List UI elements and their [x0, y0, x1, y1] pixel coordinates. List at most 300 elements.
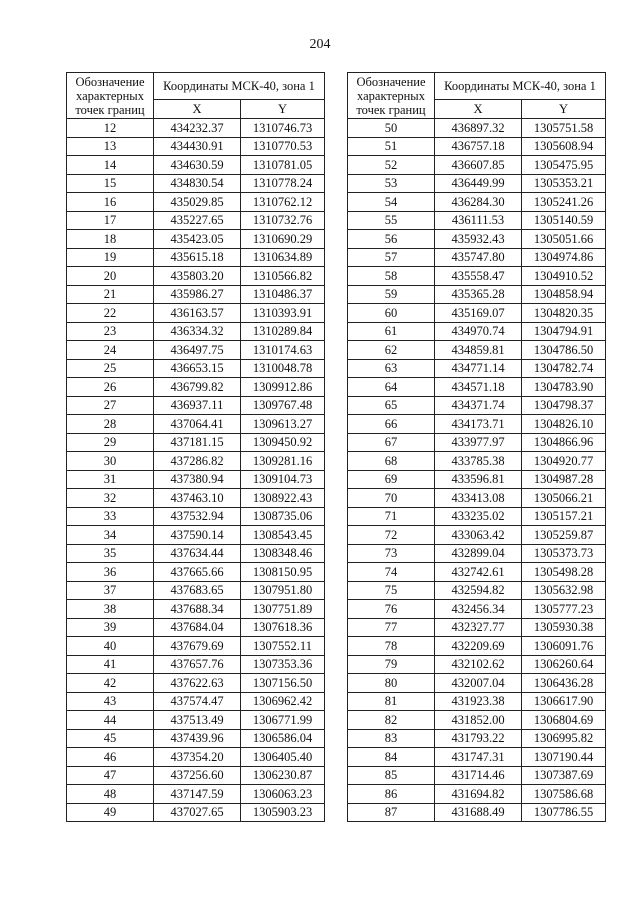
y-coordinate-cell: 1304826.10: [522, 415, 606, 434]
x-coordinate-cell: 436497.75: [154, 341, 241, 360]
y-coordinate-cell: 1305632.98: [522, 581, 606, 600]
point-label-header: Обозначение характерных точек границ: [348, 73, 435, 119]
x-coordinate-cell: 437683.65: [154, 581, 241, 600]
x-coordinate-cell: 433413.08: [435, 489, 522, 508]
y-coordinate-cell: 1307618.36: [241, 618, 325, 637]
x-coordinate-cell: 433235.02: [435, 507, 522, 526]
y-coordinate-cell: 1306260.64: [522, 655, 606, 674]
y-coordinate-cell: 1307552.11: [241, 637, 325, 656]
y-coordinate-cell: 1306804.69: [522, 711, 606, 730]
point-number-cell: 63: [348, 359, 435, 378]
point-number-cell: 55: [348, 211, 435, 230]
table-row: [67, 341, 325, 360]
table-row: [348, 119, 606, 138]
x-coordinate-cell: 437574.47: [154, 692, 241, 711]
table-row: [67, 655, 325, 674]
y-coordinate-cell: 1310746.73: [241, 119, 325, 138]
point-number-cell: 67: [348, 433, 435, 452]
table-row: [348, 600, 606, 619]
table-row: [348, 803, 606, 822]
point-number-cell: 77: [348, 618, 435, 637]
x-coordinate-cell: 436937.11: [154, 396, 241, 415]
point-number-cell: 53: [348, 174, 435, 193]
y-coordinate-cell: 1310770.53: [241, 137, 325, 156]
table-row: [67, 674, 325, 693]
y-coordinate-cell: 1305930.38: [522, 618, 606, 637]
x-coordinate-cell: 437064.41: [154, 415, 241, 434]
point-number-cell: 32: [67, 489, 154, 508]
point-number-cell: 74: [348, 563, 435, 582]
x-coordinate-cell: 434771.14: [435, 359, 522, 378]
y-coordinate-cell: 1305777.23: [522, 600, 606, 619]
point-number-cell: 57: [348, 248, 435, 267]
table-row: [67, 803, 325, 822]
x-coordinate-cell: 432742.61: [435, 563, 522, 582]
point-number-cell: 76: [348, 600, 435, 619]
point-number-cell: 61: [348, 322, 435, 341]
y-coordinate-cell: 1304974.86: [522, 248, 606, 267]
point-number-cell: 71: [348, 507, 435, 526]
point-number-cell: 13: [67, 137, 154, 156]
point-number-cell: 72: [348, 526, 435, 545]
table-row: [348, 415, 606, 434]
x-coordinate-cell: 434173.71: [435, 415, 522, 434]
y-coordinate-cell: 1304920.77: [522, 452, 606, 471]
point-number-cell: 20: [67, 267, 154, 286]
y-coordinate-cell: 1310690.29: [241, 230, 325, 249]
table-row: [348, 711, 606, 730]
x-coordinate-cell: 431694.82: [435, 785, 522, 804]
table-row: [67, 711, 325, 730]
table-row: [67, 507, 325, 526]
y-coordinate-cell: 1306771.99: [241, 711, 325, 730]
y-coordinate-cell: 1306230.87: [241, 766, 325, 785]
y-coordinate-cell: 1305259.87: [522, 526, 606, 545]
x-coordinate-cell: 436334.32: [154, 322, 241, 341]
x-coordinate-cell: 436757.18: [435, 137, 522, 156]
point-number-cell: 51: [348, 137, 435, 156]
table-row: [348, 563, 606, 582]
point-number-cell: 86: [348, 785, 435, 804]
x-coordinate-cell: 436284.30: [435, 193, 522, 212]
point-number-cell: 31: [67, 470, 154, 489]
table-row: [67, 600, 325, 619]
point-number-cell: 69: [348, 470, 435, 489]
x-coordinate-cell: 434571.18: [435, 378, 522, 397]
point-number-cell: 18: [67, 230, 154, 249]
y-coordinate-cell: 1306586.04: [241, 729, 325, 748]
x-coordinate-cell: 437181.15: [154, 433, 241, 452]
y-coordinate-cell: 1305373.73: [522, 544, 606, 563]
point-number-cell: 37: [67, 581, 154, 600]
table-row: [67, 230, 325, 249]
y-coordinate-cell: 1305241.26: [522, 193, 606, 212]
table-row: [67, 637, 325, 656]
point-number-cell: 65: [348, 396, 435, 415]
x-coordinate-cell: 437354.20: [154, 748, 241, 767]
y-coordinate-cell: 1310781.05: [241, 156, 325, 175]
y-coordinate-cell: 1306405.40: [241, 748, 325, 767]
table-row: [348, 637, 606, 656]
x-coordinate-cell: 437679.69: [154, 637, 241, 656]
table-row: [67, 267, 325, 286]
point-number-cell: 41: [67, 655, 154, 674]
point-number-cell: 17: [67, 211, 154, 230]
point-number-cell: 27: [67, 396, 154, 415]
table-row: [67, 304, 325, 323]
x-coordinate-cell: 435932.43: [435, 230, 522, 249]
table-row: [67, 285, 325, 304]
table-row: [67, 137, 325, 156]
x-coordinate-cell: 431852.00: [435, 711, 522, 730]
y-coordinate-cell: 1307387.69: [522, 766, 606, 785]
x-coordinate-cell: 437027.65: [154, 803, 241, 822]
table-row: [348, 674, 606, 693]
y-coordinate-cell: 1304783.90: [522, 378, 606, 397]
table-row: [348, 692, 606, 711]
y-coordinate-cell: 1306962.42: [241, 692, 325, 711]
y-coordinate-cell: 1305751.58: [522, 119, 606, 138]
point-number-cell: 73: [348, 544, 435, 563]
table-row: [348, 230, 606, 249]
x-coordinate-cell: 437634.44: [154, 544, 241, 563]
x-coordinate-cell: 434859.81: [435, 341, 522, 360]
point-number-cell: 43: [67, 692, 154, 711]
point-number-cell: 82: [348, 711, 435, 730]
y-coordinate-cell: 1304866.96: [522, 433, 606, 452]
table-row: [348, 766, 606, 785]
table-row: [348, 785, 606, 804]
y-coordinate-cell: 1310174.63: [241, 341, 325, 360]
x-coordinate-cell: 431793.22: [435, 729, 522, 748]
point-number-cell: 60: [348, 304, 435, 323]
x-coordinate-cell: 435227.65: [154, 211, 241, 230]
point-number-cell: 14: [67, 156, 154, 175]
point-number-cell: 25: [67, 359, 154, 378]
y-coordinate-cell: 1305157.21: [522, 507, 606, 526]
point-number-cell: 75: [348, 581, 435, 600]
y-coordinate-cell: 1310634.89: [241, 248, 325, 267]
y-coordinate-cell: 1308543.45: [241, 526, 325, 545]
point-number-cell: 35: [67, 544, 154, 563]
x-coordinate-cell: 432102.62: [435, 655, 522, 674]
table-row: [67, 544, 325, 563]
point-number-cell: 85: [348, 766, 435, 785]
table-row: [67, 729, 325, 748]
table-row: [348, 341, 606, 360]
point-number-cell: 68: [348, 452, 435, 471]
table-row: [67, 359, 325, 378]
point-number-cell: 80: [348, 674, 435, 693]
x-coordinate-cell: 431747.31: [435, 748, 522, 767]
y-coordinate-cell: 1306063.23: [241, 785, 325, 804]
x-coordinate-cell: 437532.94: [154, 507, 241, 526]
x-coordinate-cell: 435615.18: [154, 248, 241, 267]
table-row: [67, 248, 325, 267]
table-row: [348, 581, 606, 600]
table-row: [348, 378, 606, 397]
point-number-cell: 66: [348, 415, 435, 434]
y-coordinate-cell: 1308735.06: [241, 507, 325, 526]
x-coordinate-cell: 434970.74: [435, 322, 522, 341]
y-coordinate-cell: 1309104.73: [241, 470, 325, 489]
point-number-cell: 42: [67, 674, 154, 693]
y-coordinate-cell: 1305608.94: [522, 137, 606, 156]
x-coordinate-cell: 434232.37: [154, 119, 241, 138]
y-coordinate-cell: 1309912.86: [241, 378, 325, 397]
y-coordinate-cell: 1307751.89: [241, 600, 325, 619]
y-coordinate-cell: 1310486.37: [241, 285, 325, 304]
x-coordinate-cell: 437286.82: [154, 452, 241, 471]
point-number-cell: 23: [67, 322, 154, 341]
x-coordinate-cell: 432456.34: [435, 600, 522, 619]
y-coordinate-cell: 1304786.50: [522, 341, 606, 360]
y-coordinate-cell: 1307786.55: [522, 803, 606, 822]
point-number-cell: 26: [67, 378, 154, 397]
x-coordinate-cell: 433063.42: [435, 526, 522, 545]
x-coordinate-cell: 437657.76: [154, 655, 241, 674]
y-coordinate-cell: 1310393.91: [241, 304, 325, 323]
point-number-cell: 52: [348, 156, 435, 175]
point-number-cell: 15: [67, 174, 154, 193]
x-coordinate-cell: 432327.77: [435, 618, 522, 637]
point-number-cell: 38: [67, 600, 154, 619]
table-row: [348, 526, 606, 545]
x-header: X: [435, 100, 522, 119]
x-coordinate-cell: 435029.85: [154, 193, 241, 212]
y-coordinate-cell: 1310762.12: [241, 193, 325, 212]
y-coordinate-cell: 1304820.35: [522, 304, 606, 323]
table-row: [67, 193, 325, 212]
table-row: [67, 396, 325, 415]
x-coordinate-cell: 435803.20: [154, 267, 241, 286]
table-row: [348, 544, 606, 563]
table-row: [67, 156, 325, 175]
x-coordinate-cell: 437463.10: [154, 489, 241, 508]
x-coordinate-cell: 435558.47: [435, 267, 522, 286]
table-row: [67, 211, 325, 230]
table-row: [348, 174, 606, 193]
x-coordinate-cell: 432209.69: [435, 637, 522, 656]
y-coordinate-cell: 1305140.59: [522, 211, 606, 230]
point-number-cell: 22: [67, 304, 154, 323]
table-row: [348, 489, 606, 508]
y-coordinate-cell: 1304987.28: [522, 470, 606, 489]
point-number-cell: 54: [348, 193, 435, 212]
y-coordinate-cell: 1309450.92: [241, 433, 325, 452]
x-coordinate-cell: 437684.04: [154, 618, 241, 637]
y-coordinate-cell: 1307586.68: [522, 785, 606, 804]
table-row: [67, 766, 325, 785]
table-row: [348, 748, 606, 767]
table-row: [348, 304, 606, 323]
table-row: [348, 729, 606, 748]
x-coordinate-cell: 435169.07: [435, 304, 522, 323]
x-coordinate-cell: 434430.91: [154, 137, 241, 156]
table-row: [67, 174, 325, 193]
x-coordinate-cell: 435365.28: [435, 285, 522, 304]
y-coordinate-cell: 1305475.95: [522, 156, 606, 175]
table-row: [348, 655, 606, 674]
table-row: [67, 618, 325, 637]
point-number-cell: 39: [67, 618, 154, 637]
point-number-cell: 29: [67, 433, 154, 452]
table-row: [348, 322, 606, 341]
y-coordinate-cell: 1310566.82: [241, 267, 325, 286]
x-coordinate-cell: 431688.49: [435, 803, 522, 822]
y-coordinate-cell: 1306091.76: [522, 637, 606, 656]
table-row: [67, 433, 325, 452]
x-coordinate-cell: 436607.85: [435, 156, 522, 175]
x-coordinate-cell: 434630.59: [154, 156, 241, 175]
point-number-cell: 62: [348, 341, 435, 360]
y-coordinate-cell: 1309767.48: [241, 396, 325, 415]
table-row: [67, 563, 325, 582]
table-row: [348, 193, 606, 212]
y-coordinate-cell: 1304858.94: [522, 285, 606, 304]
x-coordinate-cell: 432007.04: [435, 674, 522, 693]
y-coordinate-cell: 1305051.66: [522, 230, 606, 249]
point-number-cell: 81: [348, 692, 435, 711]
point-number-cell: 70: [348, 489, 435, 508]
x-coordinate-cell: 433785.38: [435, 452, 522, 471]
y-coordinate-cell: 1305066.21: [522, 489, 606, 508]
y-coordinate-cell: 1304794.91: [522, 322, 606, 341]
point-number-cell: 50: [348, 119, 435, 138]
y-header: Y: [241, 100, 325, 119]
table-row: [348, 248, 606, 267]
table-row: [348, 507, 606, 526]
y-coordinate-cell: 1305353.21: [522, 174, 606, 193]
x-coordinate-cell: 437380.94: [154, 470, 241, 489]
point-number-cell: 84: [348, 748, 435, 767]
y-coordinate-cell: 1308348.46: [241, 544, 325, 563]
coordinates-table-right: [347, 72, 606, 822]
x-coordinate-cell: 431923.38: [435, 692, 522, 711]
y-coordinate-cell: 1307353.36: [241, 655, 325, 674]
x-coordinate-cell: 434830.54: [154, 174, 241, 193]
y-coordinate-cell: 1307190.44: [522, 748, 606, 767]
table-row: [348, 137, 606, 156]
y-coordinate-cell: 1307951.80: [241, 581, 325, 600]
point-number-cell: 40: [67, 637, 154, 656]
point-number-cell: 36: [67, 563, 154, 582]
coords-header: Координаты МСК-40, зона 1: [435, 73, 606, 100]
table-row: [67, 415, 325, 434]
y-coordinate-cell: 1304910.52: [522, 267, 606, 286]
x-coordinate-cell: 436163.57: [154, 304, 241, 323]
point-number-cell: 59: [348, 285, 435, 304]
y-coordinate-cell: 1307156.50: [241, 674, 325, 693]
y-coordinate-cell: 1310048.78: [241, 359, 325, 378]
point-number-cell: 46: [67, 748, 154, 767]
point-number-cell: 48: [67, 785, 154, 804]
point-number-cell: 44: [67, 711, 154, 730]
y-coordinate-cell: 1306617.90: [522, 692, 606, 711]
y-coordinate-cell: 1310289.84: [241, 322, 325, 341]
table-row: [67, 692, 325, 711]
point-label-header: Обозначение характерных точек границ: [67, 73, 154, 119]
x-coordinate-cell: 437590.14: [154, 526, 241, 545]
y-coordinate-cell: 1309281.16: [241, 452, 325, 471]
table-row: [348, 452, 606, 471]
point-number-cell: 79: [348, 655, 435, 674]
x-coordinate-cell: 434371.74: [435, 396, 522, 415]
table-row: [348, 618, 606, 637]
y-coordinate-cell: 1309613.27: [241, 415, 325, 434]
table-row: [67, 489, 325, 508]
table-row: [67, 581, 325, 600]
x-coordinate-cell: 436653.15: [154, 359, 241, 378]
point-number-cell: 56: [348, 230, 435, 249]
table-row: [67, 452, 325, 471]
point-number-cell: 19: [67, 248, 154, 267]
x-coordinate-cell: 437622.63: [154, 674, 241, 693]
table-row: [67, 119, 325, 138]
table-row: [67, 378, 325, 397]
x-coordinate-cell: 437256.60: [154, 766, 241, 785]
y-coordinate-cell: 1306995.82: [522, 729, 606, 748]
point-number-cell: 21: [67, 285, 154, 304]
x-coordinate-cell: 433977.97: [435, 433, 522, 452]
point-number-cell: 78: [348, 637, 435, 656]
page-number: 204: [309, 37, 331, 52]
x-coordinate-cell: 431714.46: [435, 766, 522, 785]
table-body-left: [67, 119, 325, 822]
x-coordinate-cell: 437665.66: [154, 563, 241, 582]
y-coordinate-cell: 1305903.23: [241, 803, 325, 822]
table-row: [348, 156, 606, 175]
x-coordinate-cell: 432899.04: [435, 544, 522, 563]
x-coordinate-cell: 433596.81: [435, 470, 522, 489]
table-body-right: [348, 119, 606, 822]
table-row: [348, 211, 606, 230]
y-coordinate-cell: 1310778.24: [241, 174, 325, 193]
x-coordinate-cell: 437688.34: [154, 600, 241, 619]
table-row: [348, 267, 606, 286]
x-coordinate-cell: 435423.05: [154, 230, 241, 249]
y-coordinate-cell: 1308922.43: [241, 489, 325, 508]
x-header: X: [154, 100, 241, 119]
table-row: [348, 396, 606, 415]
point-number-cell: 49: [67, 803, 154, 822]
x-coordinate-cell: 435986.27: [154, 285, 241, 304]
y-coordinate-cell: 1310732.76: [241, 211, 325, 230]
x-coordinate-cell: 436799.82: [154, 378, 241, 397]
table-row: [67, 785, 325, 804]
point-number-cell: 12: [67, 119, 154, 138]
point-number-cell: 30: [67, 452, 154, 471]
point-number-cell: 33: [67, 507, 154, 526]
table-row: [348, 470, 606, 489]
table-row: [67, 748, 325, 767]
x-coordinate-cell: 435747.80: [435, 248, 522, 267]
x-coordinate-cell: 437513.49: [154, 711, 241, 730]
table-row: [67, 470, 325, 489]
point-number-cell: 16: [67, 193, 154, 212]
x-coordinate-cell: 436897.32: [435, 119, 522, 138]
point-number-cell: 47: [67, 766, 154, 785]
point-number-cell: 34: [67, 526, 154, 545]
point-number-cell: 24: [67, 341, 154, 360]
coordinates-table-left: [66, 72, 325, 822]
x-coordinate-cell: 437439.96: [154, 729, 241, 748]
point-number-cell: 45: [67, 729, 154, 748]
coords-header: Координаты МСК-40, зона 1: [154, 73, 325, 100]
x-coordinate-cell: 436449.99: [435, 174, 522, 193]
y-coordinate-cell: 1306436.28: [522, 674, 606, 693]
y-header: Y: [522, 100, 606, 119]
